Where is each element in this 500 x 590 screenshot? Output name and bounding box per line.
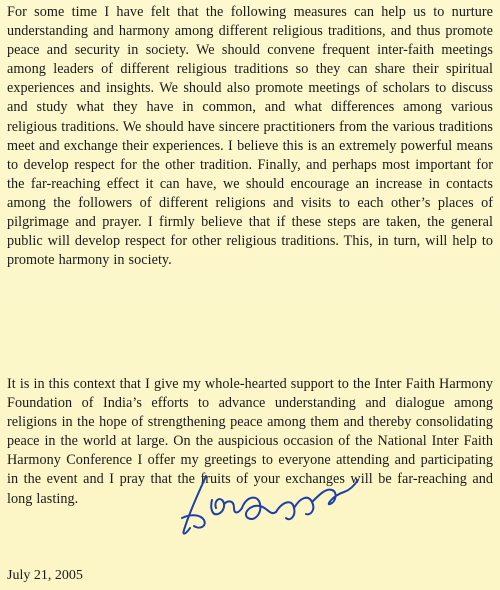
letter-paragraph-1: For some time I have felt that the following measures can help us to nurture understanding and harmony among different religious traditions, and thus promote peace and security in society. We should convene frequent inter-faith meetings among leaders of different religious traditions so they can share their spiritual experiences and insights. We should also promote meetings of scholars to discuss and study what they have in common, and what differences among various religious traditions. We should have sincere practitioners from the various traditions meet and exchange their experiences. I believe this is an extremely powerful means to develop respect for the other tradition. Finally, and perhaps most important for the far-reaching effect it can have, we should encourage an increase in contacts among the followers of different religions and visits to each other’s places of pilgrimage and prayer. I firmly believe that if these steps are taken, the general public will develop respect for other religious traditions. This, in turn, will help to promote harmony in society.	[7, 4, 493, 269]
handwritten-signature	[176, 470, 366, 540]
letter-date: July 21, 2005	[7, 568, 83, 583]
letter-paragraph-2: It is in this context that I give my whole-hearted support to the Inter Faith Harmony Foundation of India’s efforts to advance understanding and dialogue among religions in the hope of strengthening peace among them and thereby consolidating peace in the world at large. On the auspicious occasion of the National Inter Faith Harmony Conference I offer my greetings to everyone attending and participating in the event and I pray that the fruits of your exchanges will be far-reaching and long lasting.	[7, 376, 493, 507]
